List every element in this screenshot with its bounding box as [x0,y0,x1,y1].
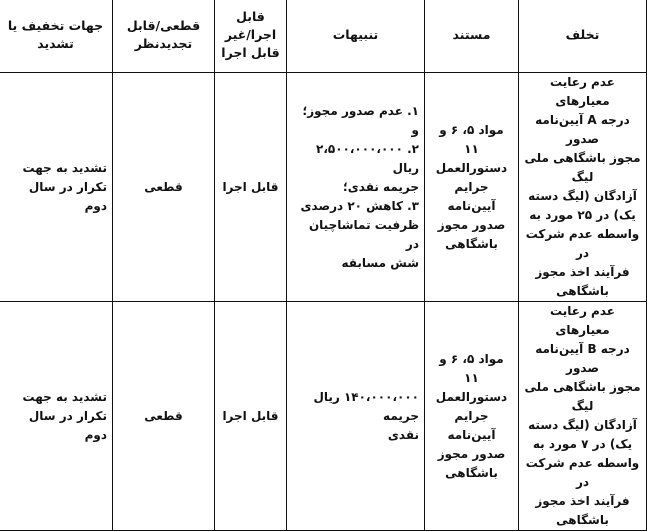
enforceable-cell: قابل اجرا [215,302,287,531]
penalties-cell: ۱. عدم صدور مجوز؛ و ۲. ۲،۵۰۰،۰۰۰،۰۰۰ ریال جریمه نقدی؛ ۳. کاهش ۲۰ درصدی ظرفیت تماشاچیان در شش مسابقه [287,73,425,302]
table-header-row [0,0,647,73]
violation-cell: عدم رعایت معیارهای درجه B آیین‌نامه صدور مجوز باشگاهی ملی لیگ آزادگان (لیگ دسته یک) در ۷ مورد به واسطه عدم شرکت در فرآیند اخذ مجوز باشگاهی [519,302,647,531]
header-final-or-appealable: قطعی/قابل تجدیدنظر [113,0,215,73]
enforceable-cell: قابل اجرا [215,73,287,302]
penalties-cell: ۱۴۰،۰۰۰،۰۰۰ ریال جریمه نقدی [287,302,425,531]
table-row [0,302,647,531]
table-row [0,73,647,302]
header-enforceable: قابل اجرا/غیر قابل اجرا [215,0,287,73]
header-mitigation-aggravation: جهات تخفیف یا تشدید [0,0,113,73]
direction-cell: تشدید به جهت تکرار در سال دوم [0,73,113,302]
final-cell: قطعی [113,302,215,531]
header-penalties: تنبیهات [287,0,425,73]
header-violation: تخلف [519,0,647,73]
header-document: مستند [425,0,519,73]
violation-cell: عدم رعایت معیارهای درجه A آیین‌نامه صدور مجوز باشگاهی ملی لیگ آزادگان (لیگ دسته یک) در ۲۵ مورد به واسطه عدم شرکت در فرآیند اخذ مجوز باشگاهی [519,73,647,302]
document-cell: مواد ۵، ۶ و ۱۱ دستورالعمل جرایم آیین‌نامه صدور مجوز باشگاهی [425,73,519,302]
final-cell: قطعی [113,73,215,302]
direction-cell: تشدید به جهت تکرار در سال دوم [0,302,113,531]
document-cell: مواد ۵، ۶ و ۱۱ دستورالعمل جرایم آیین‌نامه صدور مجوز باشگاهی [425,302,519,531]
